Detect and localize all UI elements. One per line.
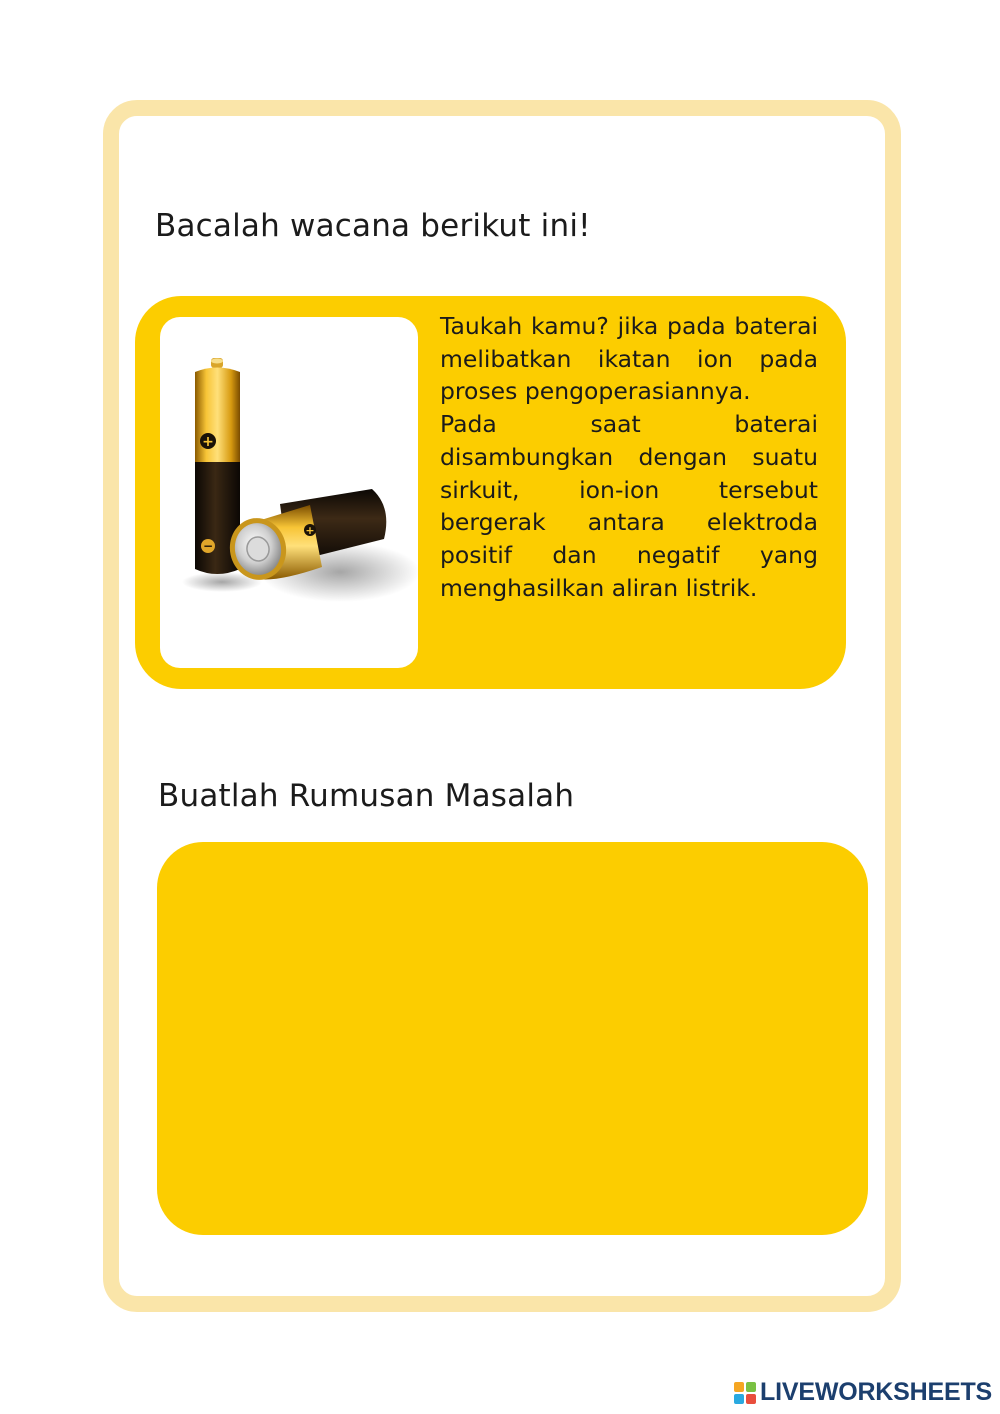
- battery-icon: [160, 317, 418, 668]
- brand-name: LIVEWORKSHEETS: [760, 1378, 992, 1406]
- liveworksheets-logo-icon: [734, 1382, 756, 1404]
- reading-card: [135, 296, 846, 689]
- brand-watermark: [734, 1378, 992, 1407]
- answer-textbox[interactable]: [157, 842, 868, 1235]
- minus-terminal-label: −: [202, 539, 214, 553]
- passage-paragraph: Pada saat baterai disambungkan dengan suatu sirkuit, ion-ion tersebut bergerak antara elektroda positif dan negatif yang menghasilkan aliran listrik.: [440, 410, 818, 602]
- task-heading: Buatlah Rumusan Masalah: [158, 778, 575, 814]
- battery-photo: [160, 317, 418, 668]
- instruction-heading: Bacalah wacana berikut ini!: [155, 208, 591, 244]
- plus-terminal-label: +: [305, 524, 315, 537]
- plus-terminal-label: +: [202, 434, 214, 450]
- passage-paragraph: Taukah kamu? jika pada baterai melibatkan ikatan ion pada proses pengoperasiannya.: [440, 312, 818, 406]
- reading-passage: [440, 310, 818, 604]
